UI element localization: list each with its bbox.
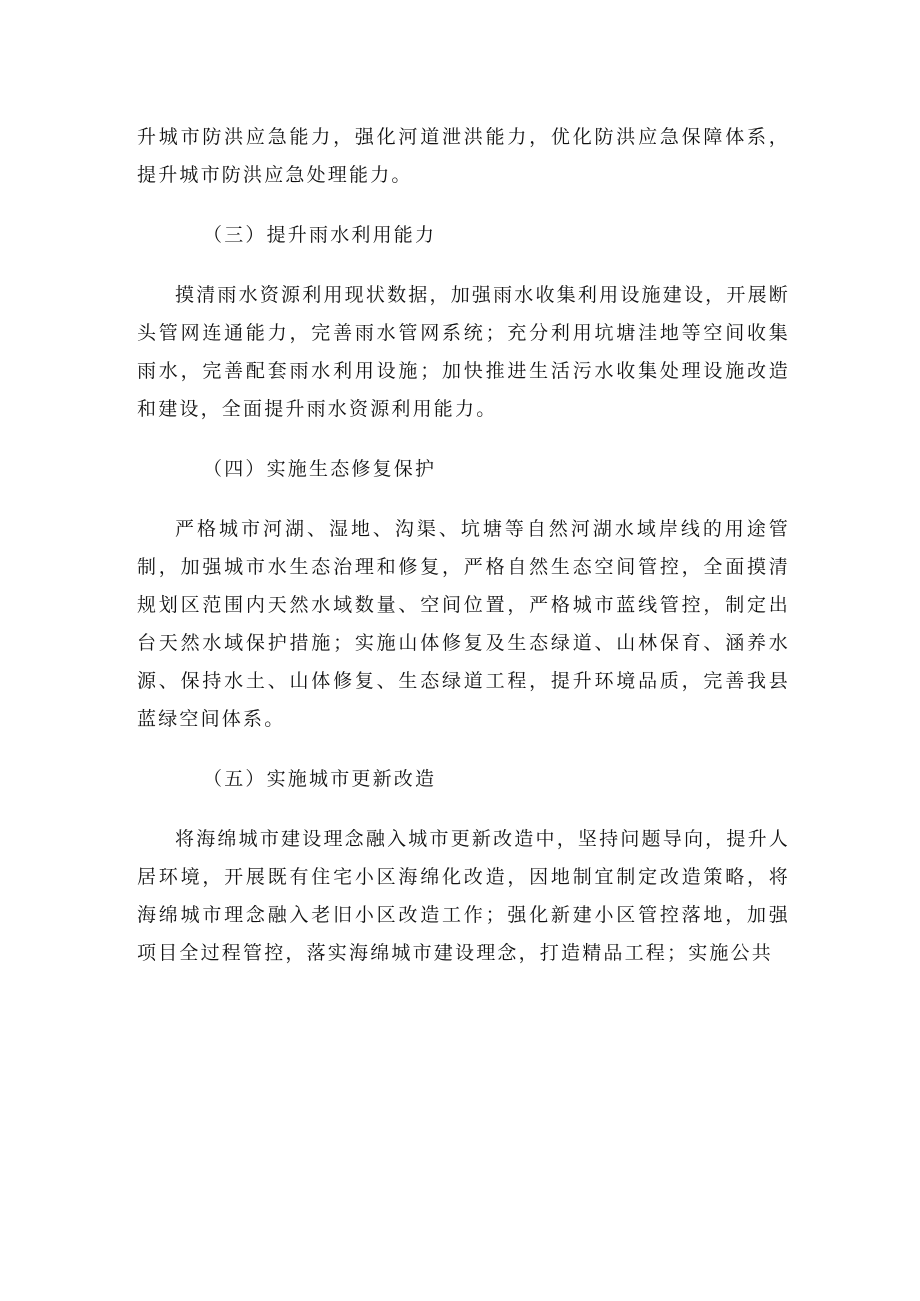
paragraph-continued: 升城市防洪应急能力，强化河道泄洪能力，优化防洪应急保障体系，提升城市防洪应急处理能力。 (137, 126, 790, 186)
section-heading-five: （五）实施城市更新改造 (203, 768, 437, 790)
section-heading-three: （三）提升雨水利用能力 (203, 224, 437, 246)
paragraph-rainwater-utilization: 摸清雨水资源利用现状数据，加强雨水收集利用设施建设，开展断头管网连通能力，完善雨水管网系统；充分利用坑塘洼地等空间收集雨水，完善配套雨水利用设施；加快推进生活污水收集处理设施改造和建设，全面提升雨水资源利用能力。 (137, 284, 790, 420)
paragraph-urban-renewal: 将海绵城市建设理念融入城市更新改造中，坚持问题导向，提升人居环境，开展既有住宅小区海绵化改造，因地制宜制定改造策略，将海绵城市理念融入老旧小区改造工作；强化新建小区管控落地，加强项目全过程管控，落实海绵城市建设理念，打造精品工程；实施公共 (137, 828, 790, 964)
section-heading-four: （四）实施生态修复保护 (203, 458, 437, 480)
paragraph-ecological-restoration: 严格城市河湖、湿地、沟渠、坑塘等自然河湖水域岸线的用途管制，加强城市水生态治理和修复，严格自然生态空间管控，全面摸清规划区范围内天然水域数量、空间位置，严格城市蓝线管控，制定出台天然水域保护措施；实施山体修复及生态绿道、山林保育、涵养水源、保持水土、山体修复、生态绿道工程，提升环境品质，完善我县蓝绿空间体系。 (137, 518, 790, 730)
